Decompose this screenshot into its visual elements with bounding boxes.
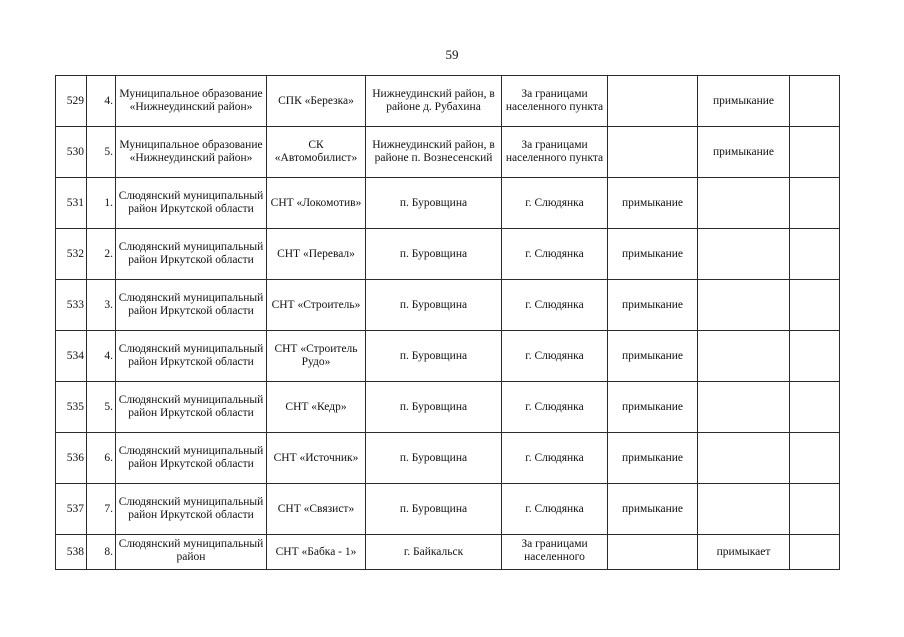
table-row: [56, 484, 840, 535]
object-cell: СНТ «Кедр»: [267, 382, 366, 433]
location-cell: п. Буровщина: [366, 484, 502, 535]
municipality-cell: Муниципальное образование «Нижнеудинский район»: [116, 76, 267, 127]
adjacency-cell: [698, 331, 790, 382]
settlement-cell: За границами населенного пункта: [502, 127, 608, 178]
row-index: 7.: [87, 484, 116, 535]
junction-cell: примыкание: [608, 484, 698, 535]
location-cell: п. Буровщина: [366, 178, 502, 229]
row-index: 4.: [87, 331, 116, 382]
junction-cell: примыкание: [608, 178, 698, 229]
row-index: 3.: [87, 280, 116, 331]
object-cell: СНТ «Бабка - 1»: [267, 535, 366, 570]
object-cell: СНТ «Источник»: [267, 433, 366, 484]
settlement-cell: За границами населенного пункта: [502, 76, 608, 127]
row-number: 537: [56, 484, 87, 535]
extra-cell: [790, 178, 840, 229]
adjacency-cell: [698, 382, 790, 433]
settlement-cell: За границами населенного: [502, 535, 608, 570]
location-cell: п. Буровщина: [366, 433, 502, 484]
adjacency-cell: [698, 229, 790, 280]
table-row: [56, 178, 840, 229]
settlement-cell: г. Слюдянка: [502, 178, 608, 229]
location-cell: г. Байкальск: [366, 535, 502, 570]
extra-cell: [790, 535, 840, 570]
settlement-cell: г. Слюдянка: [502, 484, 608, 535]
junction-cell: примыкание: [608, 433, 698, 484]
extra-cell: [790, 484, 840, 535]
row-index: 6.: [87, 433, 116, 484]
page-number: 59: [445, 47, 459, 62]
extra-cell: [790, 433, 840, 484]
junction-cell: примыкание: [608, 229, 698, 280]
row-number: 532: [56, 229, 87, 280]
row-index: 5.: [87, 127, 116, 178]
location-cell: п. Буровщина: [366, 382, 502, 433]
adjacency-cell: примыкание: [698, 127, 790, 178]
extra-cell: [790, 280, 840, 331]
row-number: 533: [56, 280, 87, 331]
junction-cell: [608, 76, 698, 127]
adjacency-cell: примыкает: [698, 535, 790, 570]
municipality-cell: Слюдянский муниципальный район: [116, 535, 267, 570]
row-number: 534: [56, 331, 87, 382]
settlement-cell: г. Слюдянка: [502, 433, 608, 484]
junction-cell: примыкание: [608, 382, 698, 433]
row-number: 535: [56, 382, 87, 433]
settlement-cell: г. Слюдянка: [502, 382, 608, 433]
row-index: 5.: [87, 382, 116, 433]
extra-cell: [790, 331, 840, 382]
table-row: [56, 433, 840, 484]
municipality-cell: Слюдянский муниципальный район Иркутской области: [116, 280, 267, 331]
location-cell: п. Буровщина: [366, 331, 502, 382]
location-cell: Нижнеудинский район, в районе п. Вознесенский: [366, 127, 502, 178]
table-row: [56, 127, 840, 178]
municipality-cell: Слюдянский муниципальный район Иркутской области: [116, 178, 267, 229]
settlement-cell: г. Слюдянка: [502, 229, 608, 280]
row-number: 531: [56, 178, 87, 229]
object-cell: СК «Автомобилист»: [267, 127, 366, 178]
municipality-cell: Слюдянский муниципальный район Иркутской области: [116, 484, 267, 535]
adjacency-cell: [698, 433, 790, 484]
municipality-cell: Муниципальное образование «Нижнеудинский район»: [116, 127, 267, 178]
location-cell: п. Буровщина: [366, 229, 502, 280]
row-index: 4.: [87, 76, 116, 127]
settlement-cell: г. Слюдянка: [502, 280, 608, 331]
junction-cell: [608, 535, 698, 570]
table-row: [56, 280, 840, 331]
row-index: 1.: [87, 178, 116, 229]
adjacency-cell: [698, 178, 790, 229]
location-cell: п. Буровщина: [366, 280, 502, 331]
extra-cell: [790, 229, 840, 280]
object-cell: СНТ «Строитель»: [267, 280, 366, 331]
municipality-cell: Слюдянский муниципальный район Иркутской области: [116, 382, 267, 433]
row-number: 530: [56, 127, 87, 178]
adjacency-cell: [698, 280, 790, 331]
row-number: 529: [56, 76, 87, 127]
object-cell: СПК «Березка»: [267, 76, 366, 127]
junction-cell: [608, 127, 698, 178]
extra-cell: [790, 382, 840, 433]
municipality-cell: Слюдянский муниципальный район Иркутской области: [116, 229, 267, 280]
table-row: [56, 535, 840, 570]
object-cell: СНТ «Локомотив»: [267, 178, 366, 229]
settlement-cell: г. Слюдянка: [502, 331, 608, 382]
object-cell: СНТ «Связист»: [267, 484, 366, 535]
scan-edge-mark: [742, 0, 892, 2]
table-row: [56, 229, 840, 280]
extra-cell: [790, 127, 840, 178]
data-table: [55, 75, 840, 570]
row-number: 536: [56, 433, 87, 484]
adjacency-cell: примыкание: [698, 76, 790, 127]
adjacency-cell: [698, 484, 790, 535]
row-number: 538: [56, 535, 87, 570]
object-cell: СНТ «Перевал»: [267, 229, 366, 280]
extra-cell: [790, 76, 840, 127]
municipality-cell: Слюдянский муниципальный район Иркутской области: [116, 331, 267, 382]
location-cell: Нижнеудинский район, в районе д. Рубахина: [366, 76, 502, 127]
table-row: [56, 382, 840, 433]
row-index: 8.: [87, 535, 116, 570]
object-cell: СНТ «Строитель Рудо»: [267, 331, 366, 382]
table-row: [56, 76, 840, 127]
municipality-cell: Слюдянский муниципальный район Иркутской области: [116, 433, 267, 484]
row-index: 2.: [87, 229, 116, 280]
junction-cell: примыкание: [608, 331, 698, 382]
table-row: [56, 331, 840, 382]
junction-cell: примыкание: [608, 280, 698, 331]
